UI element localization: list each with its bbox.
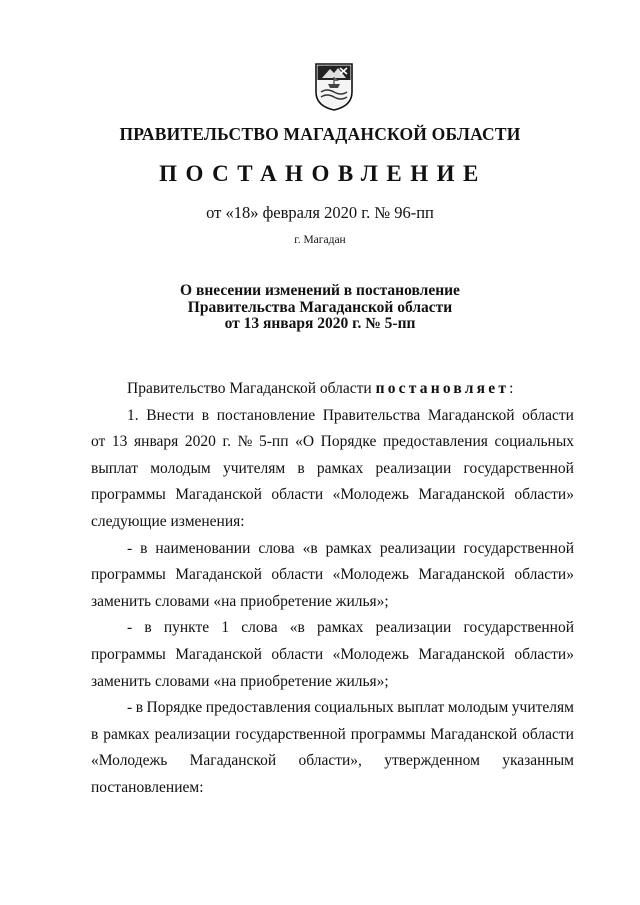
word: области» [514,486,574,504]
word: рамках [325,539,372,557]
word: области [271,645,324,663]
word: наименовании [155,539,251,557]
paragraph-line [91,536,574,563]
preamble-verb: постановляет [375,380,510,397]
word: 2020 [184,433,216,451]
paragraph-text: заменить словами «на приобретение жилья»; [91,672,389,690]
word: области» [514,645,574,663]
paragraph-text: заменить словами «на приобретение жилья»; [91,592,389,610]
word: «Молодежь [332,486,409,504]
word: рамках [316,459,364,477]
word: Правительства [322,406,421,424]
word: государственной [463,539,574,557]
paragraph-line [91,482,574,509]
preamble-colon: : [509,380,514,397]
word: № [237,433,253,451]
word: молодым [447,699,509,717]
word: - [127,539,133,557]
word: социальных [494,433,574,451]
word: выплат [397,699,445,717]
word: слова [258,539,295,557]
subject-line: Правительства Магаданской области [187,298,453,316]
word: рамках [103,725,150,743]
paragraph-text: следующие изменения: [91,512,245,530]
word: пункте [163,619,210,637]
word: в [144,619,152,637]
word: рамках [317,619,364,637]
word: реализации [154,725,231,743]
word: области», [298,752,362,770]
word: - [127,699,133,717]
word: предоставления [382,433,488,451]
word: в [297,459,305,477]
preamble-text: Правительство Магаданской области [127,380,372,397]
word: января [134,433,179,451]
paragraph-line [91,509,574,536]
paragraph-line [91,722,574,749]
word: социальных [314,699,394,717]
word: в [135,699,144,717]
document-subject [0,283,640,333]
word: программы [91,486,166,504]
paragraph-line [91,562,574,589]
word: Магаданской [430,725,518,743]
word: учителям [511,699,574,717]
word: государственной [463,459,574,477]
word: 1. [127,406,139,424]
word: реализации [379,539,456,557]
word: - [127,619,133,637]
preamble-line [91,376,574,403]
paragraph-line [91,615,574,642]
word: постановление [216,406,316,424]
paragraph-text: постановлением: [91,778,204,796]
word: утвержденном [384,752,480,770]
word: Магаданской [418,645,505,663]
word: в [201,406,210,424]
word: Магаданской [189,752,277,770]
word: 1 [221,619,230,637]
word: Магаданской [175,486,262,504]
word: государственной [235,725,346,743]
word: предоставления [205,699,311,717]
word: области [271,566,324,584]
word: молодым [150,459,211,477]
word: «Молодежь [332,566,409,584]
paragraph-line [91,403,574,430]
word: учителям [222,459,286,477]
word: Порядке [146,699,203,717]
word: «в [289,619,305,637]
word: «О [295,433,315,451]
government-title: ПРАВИТЕЛЬСТВО МАГАДАНСКОЙ ОБЛАСТИ [119,124,521,144]
word: реализации [375,619,452,637]
word: государственной [463,619,574,637]
paragraph-line [91,669,574,696]
word: Магаданской [175,645,262,663]
word: реализации [375,459,452,477]
word: указанным [502,752,574,770]
word: «Молодежь [332,645,409,663]
word: области [522,725,574,743]
word: г. [222,433,231,451]
document-date-number: от «18» февраля 2020 г. № 96-пп [206,203,434,222]
word: 5-пп [258,433,289,451]
word: программы [91,566,166,584]
word: Внести [146,406,195,424]
word: Магаданской [418,566,505,584]
word: программы [91,645,166,663]
word: от [91,433,106,451]
paragraph-line [91,456,574,483]
paragraph-line [91,748,574,775]
word: в [140,539,148,557]
word: выплат [91,459,139,477]
word: в [91,725,99,743]
paragraph-line [91,589,574,616]
word: 13 [111,433,128,451]
word: области» [514,566,574,584]
word: Магаданской [418,486,505,504]
document-type-title: ПОСТАНОВЛЕНИЕ [159,161,487,186]
paragraph-line [91,775,574,802]
word: Магаданской [427,406,515,424]
word: Магаданской [175,566,262,584]
word: Порядке [320,433,377,451]
word: слова [241,619,278,637]
paragraph-line [91,642,574,669]
paragraph-line [91,695,574,722]
word: области [522,406,574,424]
document-city: г. Магадан [294,234,346,246]
word: «Молодежь [91,752,168,770]
subject-line: от 13 января 2020 г. № 5-пп [224,315,416,332]
subject-line: О внесении изменений в постановление [180,282,460,299]
word: программы [350,725,426,743]
document-body [91,376,574,802]
coat-of-arms-emblem [314,62,354,112]
word: области [271,486,324,504]
word: «в [302,539,318,557]
paragraph-line [91,429,574,456]
